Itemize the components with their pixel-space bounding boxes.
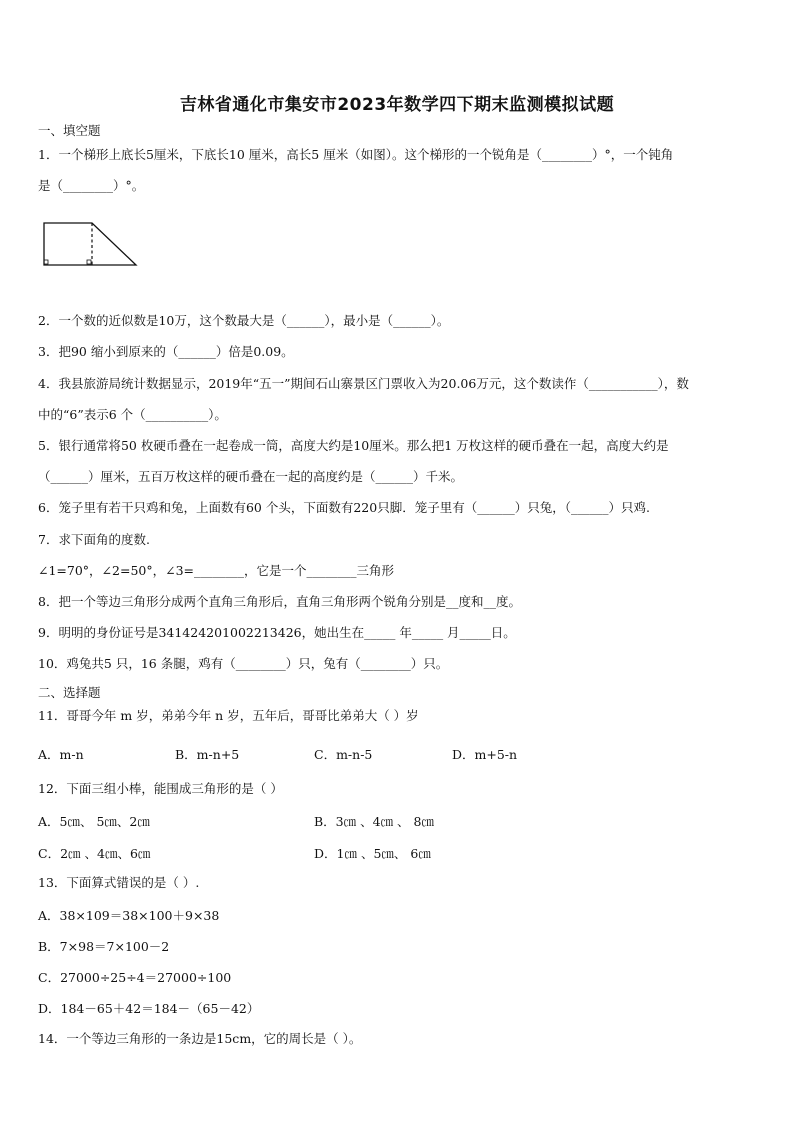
q12-option-b: B．3㎝ 、4㎝ 、 8㎝ <box>314 814 434 829</box>
right-angle-mark-2 <box>87 260 91 264</box>
section-heading-multiple-choice: 二、选择题 <box>38 685 101 700</box>
q11-option-b: B．m-n+5 <box>175 747 240 762</box>
q11-option-a: A．m-n <box>38 747 84 762</box>
question-2: 2．一个数的近似数是10万，这个数最大是（______），最小是（______）。 <box>38 313 450 328</box>
question-7-line-1: 7．求下面角的度数. <box>38 532 150 547</box>
trapezoid-shape <box>44 223 136 265</box>
q13-option-b: B．7×98＝7×100－2 <box>38 939 170 954</box>
question-4-line-2: 中的“6”表示6 个（__________）。 <box>38 407 227 422</box>
question-8: 8．把一个等边三角形分成两个直角三角形后，直角三角形两个锐角分别是__度和__度。 <box>38 594 521 609</box>
question-4-line-1: 4．我县旅游局统计数据显示，2019年“五一”期间石山寨景区门票收入为20.06万元，这个数读作（___________），数 <box>38 376 689 391</box>
question-6: 6．笼子里有若干只鸡和兔，上面数有60 个头，下面数有220只脚．笼子里有（______）只兔，（______）只鸡. <box>38 500 650 515</box>
q12-option-d: D．1㎝ 、5㎝、 6㎝ <box>314 846 431 861</box>
page-title: 吉林省通化市集安市2023年数学四下期末监测模拟试题 <box>179 95 615 115</box>
question-14: 14．一个等边三角形的一条边是15cm，它的周长是（ ）。 <box>38 1031 362 1046</box>
question-1-line-1: 1．一个梯形上底长5厘米，下底长10 厘米，高长5 厘米（如图）。这个梯形的一个锐角是（________）°，一个钝角 <box>38 147 674 162</box>
q13-option-a: A．38×109＝38×100＋9×38 <box>38 908 220 923</box>
question-10: 10．鸡兔共5 只，16 条腿，鸡有（________）只，兔有（________）只。 <box>38 656 449 671</box>
question-11: 11．哥哥今年 m 岁，弟弟今年 n 岁，五年后，哥哥比弟弟大（ ）岁 <box>38 708 419 723</box>
question-5-line-1: 5．银行通常将50 枚硬币叠在一起卷成一筒，高度大约是10厘米。那么把1 万枚这样的硬币叠在一起，高度大约是 <box>38 438 669 453</box>
q11-option-d: D．m+5-n <box>452 747 518 762</box>
question-5-line-2: （______）厘米，五百万枚这样的硬币叠在一起的高度约是（______）千米。 <box>38 469 464 484</box>
question-12: 12．下面三组小棒，能围成三角形的是（ ） <box>38 781 283 796</box>
q13-option-c: C．27000÷25÷4＝27000÷100 <box>38 970 232 985</box>
q12-option-a: A．5㎝、 5㎝、2㎝ <box>38 814 150 829</box>
q12-option-c: C．2㎝ 、4㎝、6㎝ <box>38 846 151 861</box>
question-13: 13．下面算式错误的是（ ）. <box>38 875 200 890</box>
question-3: 3．把90 缩小到原来的（______）倍是0.09。 <box>38 344 294 359</box>
q13-option-d: D．184－65＋42＝184－（65－42） <box>38 1001 260 1016</box>
section-heading-fill-blank: 一、填空题 <box>38 123 101 138</box>
question-1-line-2: 是（________）°。 <box>38 178 145 193</box>
question-9: 9．明明的身份证号是341424201002213426，她出生在_____ 年_____ 月_____日。 <box>38 625 516 640</box>
question-7-line-2: ∠1=70°，∠2=50°，∠3=________，它是一个________三角形 <box>38 563 395 578</box>
q11-option-c: C．m-n-5 <box>314 747 373 762</box>
trapezoid-figure <box>40 215 140 275</box>
